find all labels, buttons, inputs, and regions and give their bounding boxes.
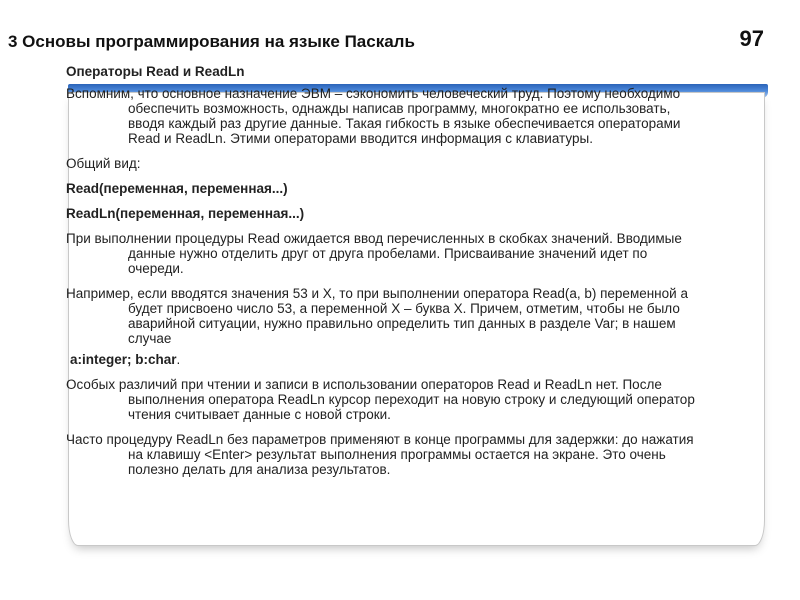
paragraph-differences: Особых различий при чтении и записи в использовании операторов Read и ReadLn нет. После выполнения оператора ReadLn курсор переходит на новую строку и следующий оператор чтения считывает данные с новой строки. xyxy=(66,377,695,422)
paragraph-example: Например, если вводятся значения 53 и X, то при выполнении оператора Read(a, b) переменной а будет присвоено число 53, а переменной Х – буква Х. Причем, отметим, чтобы не было аварийной ситуации, нужно правильно определить тип данных в разделе Var; в нашем случае xyxy=(66,286,688,346)
section-heading: Операторы Read и ReadLn xyxy=(66,64,245,79)
readln-keyword: ReadLn xyxy=(66,206,116,221)
general-form-label: Общий вид: xyxy=(66,156,141,171)
read-args: (переменная, переменная...) xyxy=(99,181,288,196)
paragraph-readln-pause: Часто процедуру ReadLn без параметров применяют в конце программы для задержки: до нажатия на клавишу <Enter> результат выполнения программы остается на экране. Это очень полезно делать для анализа результатов. xyxy=(66,432,694,477)
read-syntax xyxy=(66,181,706,196)
page-title: 3 Основы программирования на языке Паскаль xyxy=(8,32,415,51)
page-number: 97 xyxy=(739,26,764,51)
readln-args: (переменная, переменная...) xyxy=(115,206,305,221)
declaration-line xyxy=(66,352,706,367)
read-keyword: Read xyxy=(66,181,100,196)
readln-syntax xyxy=(66,206,706,221)
content-body xyxy=(66,64,706,477)
paragraph-read-behavior: При выполнении процедуры Read ожидается ввод перечисленных в скобках значений. Вводимые данные нужно отделить друг от друга пробелами. Присваивание значений идет по очереди. xyxy=(66,231,682,276)
paragraph-intro: Вспомним, что основное назначение ЭВМ – сэкономить человеческий труд. Поэтому необходимо обеспечить возможность, однажды написав программу, многократно ее использовать, вводя каждый раз другие данные. Такая гибкость в языке обеспечивается операторами Read и ReadLn. Этими операторами вводится информация с клавиатуры. xyxy=(66,86,681,146)
declaration-end: . xyxy=(176,352,181,367)
declaration-code: a:integer; b:char xyxy=(70,352,177,367)
